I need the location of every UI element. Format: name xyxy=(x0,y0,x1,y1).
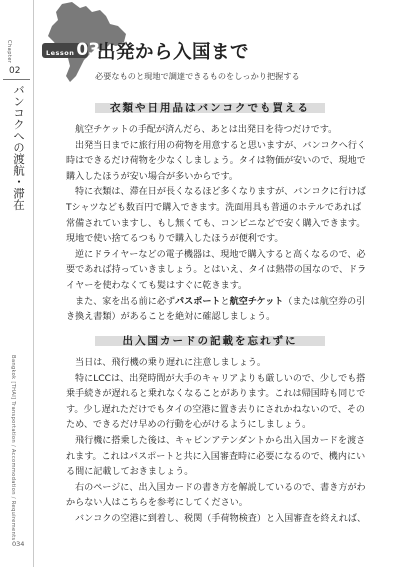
passport-emphasis: パスポート xyxy=(175,296,221,307)
section-heading-text: 衣類や日用品はバンコクでも買える xyxy=(110,102,310,114)
chapter-divider xyxy=(3,79,30,80)
paragraph: 当日は、飛行機の乗り遅れに注意しましょう。 xyxy=(75,358,266,368)
page-number: 034 xyxy=(12,540,25,548)
sidebar-divider xyxy=(33,0,34,567)
paragraph: 特に衣類は、滞在日が長くなるほど多くなりますが、バンコクに行けばTシャツなども数百円で購入できます。洗面用具も普通のホテルであれば常備されていますし、もし無くても、コンビニなどで安く購入できます。現地で使い捨てるつもりで購入したほうが便利です。 xyxy=(66,187,367,245)
paragraph xyxy=(66,295,368,326)
chapter-sidebar xyxy=(0,0,33,567)
paragraph: 飛行機に搭乗した後は、キャビンアテンダントから出入国カードを渡されます。これはパスポートと共に入国審査時に必要になるので、機内にいる間に記載しておきましょう。 xyxy=(66,435,366,478)
chapter-number: 02 xyxy=(9,66,21,76)
page-subtitle: 必要なものと現地で調達できるものをしっかり把握する xyxy=(95,71,300,81)
paragraph: 逆にドライヤーなどの電子機器は、現地で購入すると高くなるので、必要であれば持っていきましょう。とはいえ、タイは熱帯の国なので、ドライヤーを使わなくても髪はすぐに乾きます。 xyxy=(66,249,367,291)
paragraph: バンコクの空港に到着し、税関（手荷物検査）と入国審査を終えれば、 xyxy=(75,513,367,524)
lesson-number: 03 xyxy=(76,40,101,60)
chapter-label: Chapter xyxy=(6,40,12,64)
chapter-title: バンコクへの渡航・滞在 xyxy=(12,84,26,211)
paragraph: 右のページに、出入国カードの書き方を解説しているので、書き方がわからない人はこちらを参考にしてください。 xyxy=(66,482,366,509)
paragraph: 出発当日までに旅行用の荷物を用意すると思いますが、バンコクへ行く時はできるだけ荷物を少なくしましょう。タイは物価が安いので、現地で購入したほうが安い場合が多いからです。 xyxy=(66,140,367,182)
page-title: 出発から入国まで xyxy=(97,42,250,63)
ticket-emphasis: 航空チケット xyxy=(229,296,284,307)
text-run: （または航空券の引き換え書類）があることを絶対に確認しましょう。 xyxy=(66,296,366,323)
section-heading-1 xyxy=(95,96,325,118)
text-run: と xyxy=(220,296,230,307)
paragraph: 航空チケットの手配が済んだら、あとは出発日を待つだけです。 xyxy=(75,125,338,135)
section-2-body xyxy=(66,356,368,528)
lesson-badge xyxy=(46,40,100,60)
section-heading-text: 出入国カードの記載を忘れずに xyxy=(122,335,298,347)
paragraph: 特にLCCは、出発時間が大手のキャリアよりも厳しいので、少しでも搭乗手続きが遅れると乗れなくなることがあります。これは帰国時も同じです。少し遅れただけでもタイの空港に置き去りにされかねないので、そのため、できるだけ早めの行動を心がけるようにしましょう。 xyxy=(66,373,366,431)
section-heading-2 xyxy=(95,329,325,351)
lesson-label: Lesson xyxy=(46,49,75,57)
text-run: また、家を出る前に必ず xyxy=(75,296,176,307)
chapter-english-subtitle: Bangkok [THAI] Transportation / Accommodation / Requirements xyxy=(10,355,16,541)
section-1-body xyxy=(66,123,368,326)
